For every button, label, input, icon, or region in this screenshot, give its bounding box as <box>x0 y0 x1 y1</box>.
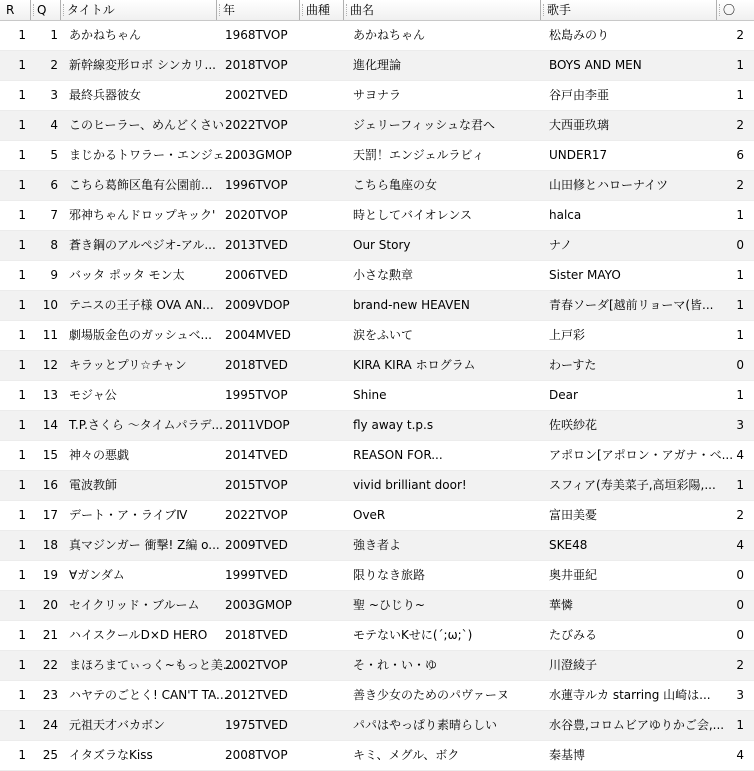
cell-artist: 川澄綾子 <box>549 658 598 672</box>
cell-artist: わーすた <box>549 358 597 372</box>
cell-year: 2003GMOP <box>225 148 292 162</box>
cell-year: 2018TVED <box>225 358 288 372</box>
cell-year: 1995TVOP <box>225 388 288 402</box>
cell-artist: Dear <box>549 388 578 402</box>
cell-kind <box>305 591 347 620</box>
cell-title: まほろまてぃっく~もっと美... <box>69 658 235 672</box>
column-header-r[interactable]: R <box>6 3 15 17</box>
cell-artist: halca <box>549 208 582 222</box>
cell-q: 13 <box>42 388 58 402</box>
cell-song: 小さな勲章 <box>353 268 414 282</box>
cell-q: 9 <box>50 268 58 282</box>
cell-artist: 佐咲紗花 <box>549 418 598 432</box>
table-row[interactable] <box>0 411 754 441</box>
table-row[interactable] <box>0 501 754 531</box>
cell-kind <box>305 471 347 500</box>
cell-kind <box>305 201 347 230</box>
table-row[interactable] <box>0 381 754 411</box>
cell-r: 1 <box>18 748 26 762</box>
cell-artist: 秦基博 <box>549 748 586 762</box>
cell-artist: 大西亜玖璃 <box>549 118 610 132</box>
cell-title: 最終兵器彼女 <box>69 88 142 102</box>
cell-kind <box>305 51 347 80</box>
table-row[interactable] <box>0 351 754 381</box>
cell-year: 2008TVOP <box>225 748 288 762</box>
cell-count: 4 <box>736 538 744 552</box>
cell-song: Our Story <box>353 238 411 252</box>
cell-r: 1 <box>18 598 26 612</box>
cell-q: 2 <box>50 58 58 72</box>
cell-title: バッタ ポッタ モン太 <box>69 268 185 282</box>
cell-count: 0 <box>736 358 744 372</box>
cell-title: ハヤテのごとく! CAN'T TA... <box>69 688 228 702</box>
table-row[interactable] <box>0 171 754 201</box>
cell-kind <box>305 21 347 50</box>
cell-kind <box>305 531 347 560</box>
cell-artist: Sister MAYO <box>549 268 621 282</box>
cell-title: キラッとプリ☆チャン <box>69 358 187 372</box>
table-row[interactable] <box>0 291 754 321</box>
cell-artist: ナノ <box>549 238 573 252</box>
cell-count: 0 <box>736 568 744 582</box>
cell-title: このヒーラー、めんどくさい <box>69 118 225 132</box>
cell-r: 1 <box>18 28 26 42</box>
cell-r: 1 <box>18 568 26 582</box>
cell-kind <box>305 441 347 470</box>
cell-q: 6 <box>50 178 58 192</box>
cell-r: 1 <box>18 358 26 372</box>
cell-count: 1 <box>736 58 744 72</box>
cell-year: 2002TVOP <box>225 658 288 672</box>
table-row[interactable] <box>0 741 754 771</box>
cell-kind <box>305 231 347 260</box>
cell-year: 2009VDOP <box>225 298 290 312</box>
cell-count: 4 <box>736 748 744 762</box>
table-row[interactable] <box>0 711 754 741</box>
cell-title: イタズラなKiss <box>69 748 153 762</box>
cell-artist: 華憐 <box>549 598 574 612</box>
cell-kind <box>305 681 347 710</box>
cell-song: OveR <box>353 508 386 522</box>
cell-r: 1 <box>18 148 26 162</box>
cell-count: 6 <box>736 148 744 162</box>
table-row[interactable] <box>0 21 754 51</box>
cell-song: fly away t.p.s <box>353 418 434 432</box>
column-header-bar <box>0 0 754 21</box>
cell-kind <box>305 351 347 380</box>
cell-count: 0 <box>736 628 744 642</box>
cell-kind <box>305 261 347 290</box>
cell-count: 0 <box>736 238 744 252</box>
column-header-artist[interactable]: 歌手 <box>540 0 716 20</box>
cell-count: 4 <box>736 448 744 462</box>
cell-song: あかねちゃん <box>353 28 426 42</box>
cell-artist: 青春ソーダ[越前リョーマ(皆... <box>549 298 714 312</box>
cell-count: 2 <box>736 658 744 672</box>
cell-year: 2022TVOP <box>225 118 288 132</box>
cell-count: 1 <box>736 388 744 402</box>
cell-title: 蒼き鋼のアルペジオ-アル... <box>69 238 216 252</box>
cell-title: 邪神ちゃんドロップキック' <box>69 208 216 222</box>
cell-q: 1 <box>50 28 58 42</box>
cell-song: 強き者よ <box>353 538 402 552</box>
cell-year: 2018TVED <box>225 628 288 642</box>
table-row[interactable] <box>0 201 754 231</box>
cell-kind <box>305 711 347 740</box>
cell-kind <box>305 141 347 170</box>
column-header-song[interactable]: 曲名 <box>343 0 540 20</box>
cell-r: 1 <box>18 658 26 672</box>
cell-artist: BOYS AND MEN <box>549 58 642 72</box>
cell-year: 2014TVED <box>225 448 288 462</box>
cell-q: 22 <box>42 658 58 672</box>
cell-title: 劇場版金色のガッシュベ... <box>69 328 212 342</box>
cell-kind <box>305 111 347 140</box>
cell-count: 0 <box>736 598 744 612</box>
cell-artist: たびみる <box>549 628 598 642</box>
cell-kind <box>305 291 347 320</box>
cell-q: 25 <box>42 748 58 762</box>
cell-r: 1 <box>18 328 26 342</box>
cell-r: 1 <box>18 268 26 282</box>
cell-artist: アポロン[アポロン・アガナ・ベ... <box>549 448 734 462</box>
cell-r: 1 <box>18 478 26 492</box>
cell-kind <box>305 81 347 110</box>
cell-song: そ・れ・い・ゆ <box>353 658 438 672</box>
table-row[interactable] <box>0 591 754 621</box>
cell-count: 1 <box>736 478 744 492</box>
column-header-q[interactable]: Q <box>30 0 60 20</box>
cell-q: 12 <box>42 358 58 372</box>
cell-song: vivid brilliant door! <box>353 478 467 492</box>
cell-kind <box>305 381 347 410</box>
cell-year: 1975TVED <box>225 718 288 732</box>
cell-artist: 山田修とハローナイツ <box>549 178 669 192</box>
cell-song: モテないKせに(´;ω;`) <box>353 628 473 642</box>
cell-r: 1 <box>18 178 26 192</box>
cell-title: 電波教師 <box>69 478 118 492</box>
cell-q: 14 <box>42 418 58 432</box>
cell-title: あかねちゃん <box>69 28 142 42</box>
table-row[interactable] <box>0 141 754 171</box>
rows-container <box>0 21 754 771</box>
cell-count: 3 <box>736 418 744 432</box>
cell-song: サヨナラ <box>353 88 402 102</box>
table-row[interactable] <box>0 621 754 651</box>
table-row[interactable] <box>0 531 754 561</box>
cell-q: 18 <box>42 538 58 552</box>
table-row[interactable] <box>0 651 754 681</box>
cell-year: 2022TVOP <box>225 508 288 522</box>
cell-title: モジャ公 <box>69 388 117 402</box>
cell-q: 23 <box>42 688 58 702</box>
cell-kind <box>305 561 347 590</box>
cell-q: 7 <box>50 208 58 222</box>
table-row[interactable] <box>0 681 754 711</box>
cell-artist: 水蓮寺ルカ starring 山崎は... <box>549 688 711 702</box>
column-header-year[interactable]: 年 <box>216 0 299 20</box>
cell-title: ハイスクールD×D HERO <box>69 628 208 642</box>
cell-artist: SKE48 <box>549 538 588 552</box>
cell-r: 1 <box>18 58 26 72</box>
cell-q: 10 <box>42 298 58 312</box>
cell-song: 時としてバイオレンス <box>353 208 472 222</box>
cell-count: 1 <box>736 298 744 312</box>
cell-kind <box>305 321 347 350</box>
column-header-kind[interactable]: 曲種 <box>299 0 343 20</box>
cell-year: 1996TVOP <box>225 178 288 192</box>
cell-title: デート・ア・ライブⅣ <box>69 508 188 522</box>
table-row[interactable] <box>0 321 754 351</box>
cell-r: 1 <box>18 718 26 732</box>
cell-song: 天罰！エンジェルラビィ <box>353 148 485 162</box>
cell-q: 4 <box>50 118 58 132</box>
cell-artist: 上戸彩 <box>549 328 586 342</box>
table-row[interactable] <box>0 81 754 111</box>
table-row[interactable] <box>0 261 754 291</box>
cell-artist: 松島みのり <box>549 28 610 42</box>
cell-song: 善き少女のためのパヴァーヌ <box>353 688 509 702</box>
cell-title: こちら葛飾区亀有公園前... <box>69 178 213 192</box>
cell-kind <box>305 411 347 440</box>
cell-q: 24 <box>42 718 58 732</box>
cell-year: 2011VDOP <box>225 418 290 432</box>
cell-q: 3 <box>50 88 58 102</box>
cell-count: 2 <box>736 28 744 42</box>
cell-song: KIRA KIRA ホログラム <box>353 358 476 372</box>
cell-year: 2020TVOP <box>225 208 288 222</box>
cell-r: 1 <box>18 418 26 432</box>
cell-year: 2012TVED <box>225 688 288 702</box>
cell-q: 5 <box>50 148 58 162</box>
cell-count: 2 <box>736 178 744 192</box>
cell-q: 19 <box>42 568 58 582</box>
cell-kind <box>305 171 347 200</box>
cell-year: 2018TVOP <box>225 58 288 72</box>
cell-year: 2004MVED <box>225 328 291 342</box>
cell-song: brand-new HEAVEN <box>353 298 470 312</box>
cell-song: キミ、メグル、ボク <box>353 748 460 762</box>
cell-r: 1 <box>18 388 26 402</box>
table-row[interactable] <box>0 231 754 261</box>
cell-artist: 水谷豊,コロムビアゆりかご会,... <box>549 718 725 732</box>
cell-song: 限りなき旅路 <box>353 568 426 582</box>
cell-r: 1 <box>18 508 26 522</box>
cell-r: 1 <box>18 538 26 552</box>
column-header-title[interactable]: タイトル <box>60 0 216 20</box>
table-row[interactable] <box>0 471 754 501</box>
cell-artist: 谷戸由李亜 <box>549 88 610 102</box>
cell-q: 20 <box>42 598 58 612</box>
cell-year: 2009TVED <box>225 538 288 552</box>
cell-title: T.P.さくら 〜タイムパラデ... <box>69 418 223 432</box>
cell-kind <box>305 651 347 680</box>
cell-q: 17 <box>42 508 58 522</box>
table-row[interactable] <box>0 111 754 141</box>
cell-song: 進化理論 <box>353 58 402 72</box>
cell-count: 2 <box>736 118 744 132</box>
cell-count: 2 <box>736 508 744 522</box>
cell-year: 2013TVED <box>225 238 288 252</box>
cell-title: まじかるトワラー・エンジェ... <box>69 148 236 162</box>
cell-r: 1 <box>18 448 26 462</box>
cell-count: 1 <box>736 208 744 222</box>
cell-kind <box>305 501 347 530</box>
cell-year: 1968TVOP <box>225 28 288 42</box>
cell-artist: 奥井亜紀 <box>549 568 598 582</box>
cell-q: 21 <box>42 628 58 642</box>
cell-year: 2006TVED <box>225 268 288 282</box>
table-row[interactable] <box>0 441 754 471</box>
cell-title: 新幹線変形ロボ シンカリ... <box>69 58 216 72</box>
cell-kind <box>305 741 347 770</box>
cell-artist: スフィア(寿美菜子,高垣彩陽,... <box>549 478 716 492</box>
cell-count: 1 <box>736 268 744 282</box>
cell-r: 1 <box>18 208 26 222</box>
cell-count: 3 <box>736 688 744 702</box>
cell-count: 1 <box>736 88 744 102</box>
cell-r: 1 <box>18 688 26 702</box>
cell-q: 16 <box>42 478 58 492</box>
column-header-count[interactable]: 〇 <box>716 0 754 20</box>
cell-artist: 富田美憂 <box>549 508 598 522</box>
cell-q: 15 <box>42 448 58 462</box>
cell-year: 1999TVED <box>225 568 288 582</box>
cell-artist: UNDER17 <box>549 148 608 162</box>
cell-song: こちら亀座の女 <box>353 178 438 192</box>
cell-song: Shine <box>353 388 387 402</box>
table-row[interactable] <box>0 561 754 591</box>
cell-song: REASON FOR... <box>353 448 443 462</box>
cell-r: 1 <box>18 298 26 312</box>
cell-title: 神々の悪戯 <box>69 448 130 462</box>
cell-count: 1 <box>736 328 744 342</box>
cell-year: 2015TVOP <box>225 478 288 492</box>
table-row[interactable] <box>0 51 754 81</box>
cell-count: 1 <box>736 718 744 732</box>
cell-r: 1 <box>18 628 26 642</box>
cell-q: 8 <box>50 238 58 252</box>
cell-title: テニスの王子様 OVA AN... <box>69 298 214 312</box>
cell-year: 2003GMOP <box>225 598 292 612</box>
cell-r: 1 <box>18 118 26 132</box>
cell-kind <box>305 621 347 650</box>
cell-title: ∀ガンダム <box>69 568 125 582</box>
cell-year: 2002TVED <box>225 88 288 102</box>
cell-song: 涙をふいて <box>353 328 414 342</box>
cell-title: セイクリッド・ブルーム <box>69 598 200 612</box>
cell-r: 1 <box>18 238 26 252</box>
cell-r: 1 <box>18 88 26 102</box>
cell-song: 聖 ~ひじり~ <box>353 598 425 612</box>
cell-title: 元祖天才バカボン <box>69 718 166 732</box>
cell-song: ジェリーフィッシュな君へ <box>353 118 495 132</box>
cell-song: パパはやっぱり素晴らしい <box>353 718 498 732</box>
cell-title: 真マジンガー 衝撃! Z編 o... <box>69 538 220 552</box>
cell-q: 11 <box>42 328 58 342</box>
